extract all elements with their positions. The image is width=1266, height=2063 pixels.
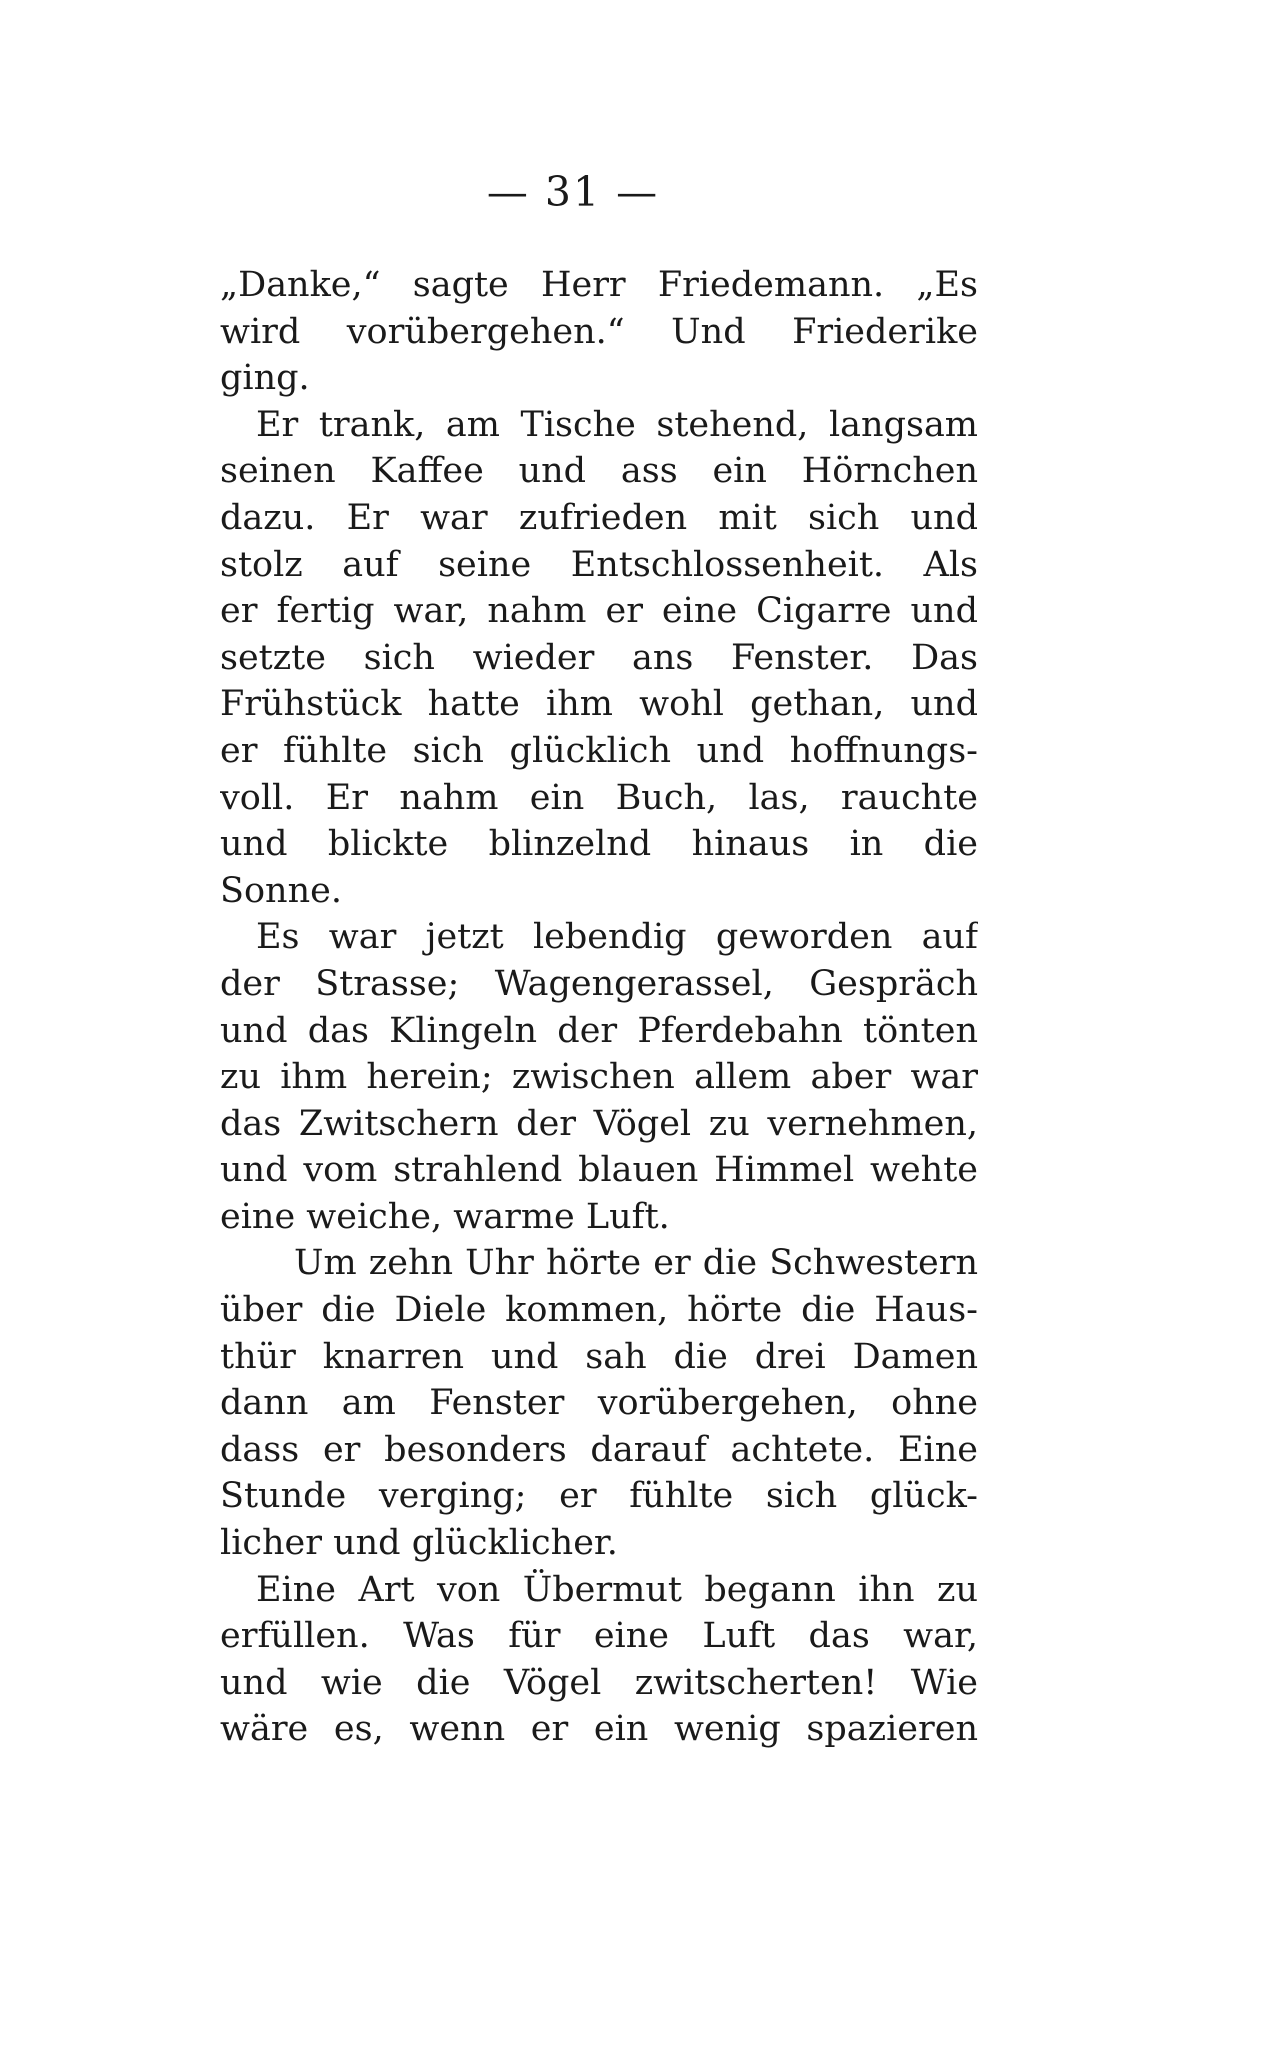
text-line: über die Diele kommen, hörte die Haus-	[220, 1290, 978, 1331]
text-line: und das Klingeln der Pferdebahn tönten	[220, 1010, 978, 1051]
text-line: dann am Fenster vorübergehen, ohne	[220, 1383, 978, 1424]
text-line: thür knarren und sah die drei Damen	[220, 1336, 978, 1377]
text-line: eine weiche, warme Luft.	[220, 1196, 670, 1237]
text-line: licher und glücklicher.	[220, 1523, 618, 1564]
text-line: er fertig war, nahm er eine Cigarre und	[220, 591, 978, 632]
text-line: Eine Art von Übermut begann ihn zu	[256, 1569, 978, 1610]
text-line: wäre es, wenn er ein wenig spazieren	[220, 1709, 978, 1750]
text-line: erfüllen. Was für eine Luft das war,	[220, 1616, 978, 1657]
text-line: dazu. Er war zufrieden mit sich und	[220, 497, 978, 538]
body-text	[220, 262, 978, 1753]
text-line: voll. Er nahm ein Buch, las, rauchte	[220, 777, 978, 818]
text-line: seinen Kaffee und ass ein Hörnchen	[220, 451, 978, 492]
text-line: zu ihm herein; zwischen allem aber war	[220, 1057, 978, 1098]
text-line: er fühlte sich glücklich und hoffnungs-	[220, 730, 978, 771]
text-line: und vom strahlend blauen Himmel wehte	[220, 1150, 978, 1191]
text-line: ging.	[220, 358, 310, 399]
text-line: Um zehn Uhr hörte er die Schwestern	[294, 1243, 978, 1284]
page-number: — 31 —	[486, 168, 660, 216]
text-line: Es war jetzt lebendig geworden auf	[256, 917, 978, 958]
text-line: setzte sich wieder ans Fenster. Das	[220, 637, 978, 678]
text-line: und blickte blinzelnd hinaus in die	[220, 824, 978, 865]
text-line: Sonne.	[220, 870, 342, 911]
text-line: stolz auf seine Entschlossenheit. Als	[220, 544, 978, 585]
text-line: der Strasse; Wagengerassel, Gespräch	[220, 963, 978, 1004]
text-line: das Zwitschern der Vögel zu vernehmen,	[220, 1103, 978, 1144]
text-line: „Danke,“ sagte Herr Friedemann. „Es	[220, 265, 978, 305]
text-line: wird vorübergehen.“ Und Friederike	[220, 311, 978, 352]
text-line: Stunde verging; er fühlte sich glück-	[220, 1476, 978, 1517]
text-line: Frühstück hatte ihm wohl gethan, und	[220, 684, 978, 725]
text-line: und wie die Vögel zwitscherten! Wie	[220, 1662, 978, 1703]
text-line: dass er besonders darauf achtete. Eine	[220, 1429, 978, 1470]
text-line: Er trank, am Tische stehend, langsam	[256, 404, 978, 445]
